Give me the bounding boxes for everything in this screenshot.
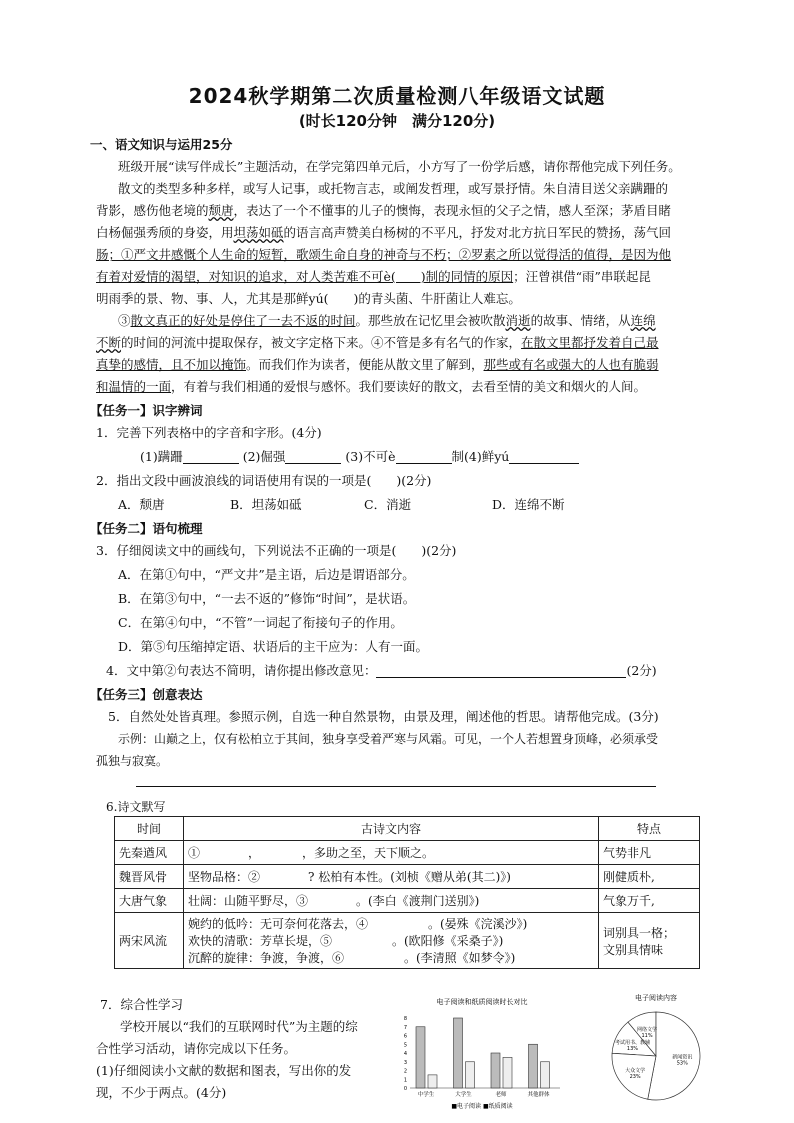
passage-text: 的时间的河流中提取保存，被文字定格下来。④不管是多有名气的作家， [121,335,522,350]
passage-line [96,266,716,288]
category-label: 大学生 [455,1092,472,1098]
feature-line: 文别具情味 [603,942,664,957]
bar [416,1027,425,1088]
table-row [115,841,700,865]
slice-value: 13% [626,1046,639,1053]
bar [428,1075,437,1088]
task-heading: 【任务一】识字辨词 [90,403,203,418]
bar [503,1057,512,1088]
y-tick-label: 1 [403,1077,407,1084]
passage-text: ，表达了一个不懂事的儿子的懊悔，表现永恒的父子之情，感人至深；茅盾目睹 [233,203,672,218]
option-d[interactable]: D．连绵不断 [492,497,565,512]
content-line: 沉醉的旋律：争渡，争渡，⑥ 。(李清照《如梦令》) [188,951,516,965]
category-label: 中学生 [417,1092,435,1098]
answer-blank[interactable] [285,449,341,464]
score-text: (2分) [626,663,657,678]
page-subtitle: (时长120分钟 满分120分) [298,112,496,130]
underlined-sentence: 肠；①严文井感慨个人生命的短暂，歌颂生命自身的神奇与不朽； [96,247,459,262]
underlined-sentence: ②罗素之所以觉得活的值得，是因为他 [458,247,672,262]
table-row [115,865,700,889]
passage-line: 明雨季的景、物、事、人，尤其是那鲜yú( )的青头菌、牛肝菌让人难忘。 [96,291,521,306]
passage-text: 。那些放在记忆里会被吹散 [355,313,506,328]
passage-text: ，有着与我们相通的爱恨与感怀。我们要读好的散文，去看至情的美文和烟火的人间。 [171,379,647,394]
content-cell[interactable]: 坚物品格：② ? 松柏有本性。(刘桢《赠从弟(其二)》) [184,865,599,889]
option-c[interactable]: C．在第④句中，“不管”一词起了衔接句子的作用。 [118,615,403,630]
y-tick-label: 8 [403,1016,407,1022]
option-c[interactable]: C．消逝 [364,497,412,512]
page-title: 2024秋学期第二次质量检测八年级语文试题 [188,84,606,108]
passage-line [96,200,716,222]
column-header: 特点 [599,817,700,841]
slice-value: 53% [676,1060,688,1067]
question-6-heading: 6.诗文默写 [106,800,166,814]
content-cell[interactable] [184,913,599,969]
passage-text: ③ [118,313,131,328]
feature-cell: 气势非凡 [599,841,700,865]
y-tick-label: 3 [403,1059,407,1066]
item-text: (1)蹒跚 [140,449,183,464]
y-tick-label: 2 [403,1068,407,1075]
passage-line [96,244,716,266]
passage-line: 散文的类型多种多样，或写人记事，或托物言志，或阐发哲理，或写景抒情。朱自清目送父亲蹒跚的 [118,181,669,196]
slice-value: 23% [629,1074,641,1081]
question-7-intro: 合性学习活动，请你完成以下任务。 [96,1041,297,1056]
passage-line [96,332,716,354]
question-text: 4．文中第②句表达不简明，请你提出修改意见： [106,663,377,678]
underlined-sentence: 有着对爱情的渴望，对知识的追求，对人类苦难不可è( )制的同情的原因 [96,269,514,284]
y-tick-label: 0 [403,1086,407,1092]
item-text: (3)不可è [345,449,396,464]
feature-cell: 气象万千, [599,889,700,913]
wavy-word: 消逝 [505,313,531,328]
question-7-sub1: 现，不少于两点。(4分) [96,1085,227,1100]
answer-blank[interactable] [183,449,239,464]
answer-line[interactable] [136,786,656,787]
wavy-word: 坦荡如砥 [233,225,284,240]
era-cell: 大唐气象 [115,889,184,913]
y-tick-label: 7 [403,1024,407,1031]
y-tick-label: 4 [403,1051,407,1057]
y-tick-label: 5 [403,1042,407,1049]
intro-text: 班级开展“读写伴成长”主题活动，在学完第四单元后，小方写了一份学后感，请你帮他完成下列任务。 [118,159,681,174]
bar [541,1062,550,1088]
question-1-items [140,446,760,468]
underlined-sentence: 和温情的一面 [96,379,172,394]
era-cell: 先秦遒风 [115,841,184,865]
pie-chart [574,990,714,1110]
chart-title: 电子阅读和纸质阅读时长对比 [436,998,528,1006]
wavy-word: 颓唐 [208,203,234,218]
question-3: 3．仔细阅读文中的画线句，下列说法不正确的一项是( )(2分) [96,543,457,558]
feature-line: 词别具一格； [603,925,676,940]
content-cell[interactable]: ① ， ，多助之至，天下顺之。 [184,841,599,865]
item-text: (2)倔强 [242,449,286,464]
slice-label: 新闻资讯 [672,1054,693,1061]
task-heading: 【任务二】语句梳理 [90,521,203,536]
passage-text: 背影，感伤他老境的 [96,203,209,218]
table-row [115,889,700,913]
question-7-intro: 学校开展以“我们的互联网时代”为主题的综 [120,1019,358,1034]
feature-cell: 刚健质朴, [599,865,700,889]
underlined-sentence: 散文真正的好处是停住了一去不返的时间 [130,313,356,328]
answer-blank[interactable] [396,449,452,464]
table-row [115,913,700,969]
question-1: 1．完善下列表格中的字音和字形。(4分) [96,425,322,440]
content-cell[interactable]: 壮阔：山随平野尽，③ 。(李白《渡荆门送别》) [184,889,599,913]
option-d[interactable]: D．第⑤句压缩掉定语、状语后的主干应为：人有一面。 [118,639,429,654]
wavy-word: 不断 [96,335,122,350]
slice-label: 大众文学 [625,1068,646,1075]
chart-title: 电子阅读内容 [635,994,677,1002]
question-4 [106,660,726,682]
chart-caption: ■电子阅读 ■纸质阅读 [451,1103,513,1110]
content-line: 欢快的清歌：芳草长堤，⑤ 。(欧阳修《采桑子》) [188,934,504,948]
question-7-sub1: (1)仔细阅读小文献的数据和图表，写出你的发 [96,1063,352,1078]
task-heading: 【任务三】创意表达 [90,687,203,702]
slice-label: 网络文学 [637,1027,658,1034]
option-a[interactable]: A．颓唐 [118,497,165,512]
passage-line [96,354,716,376]
question-7-heading: 7．综合性学习 [100,997,183,1012]
column-header: 古诗文内容 [184,817,599,841]
wavy-word: 连绵 [630,313,656,328]
example-text: 孤独与寂寞。 [96,754,169,768]
slice-value: 11% [641,1033,653,1040]
slice-label: 考试用书、教辅 [614,1040,650,1047]
bar [529,1044,538,1088]
example-text: 示例：山巅之上，仅有松柏立于其间，独身享受着严寒与风霜。可见，一个人若想置身顶峰，必须承受 [118,732,659,746]
option-b[interactable]: B．在第③句中，“一去不返的”修饰“时间”，是状语。 [118,591,416,606]
underlined-sentence: 那些或有名或强大的人也有脆弱 [483,357,659,372]
era-cell: 两宋风流 [115,913,184,969]
feature-cell [599,913,700,969]
passage-text: 的语言高声赞美白杨树的不平凡，抒发对北方抗日军民的赞扬，荡气回 [283,225,672,240]
passage-text: ；汪曾祺借“雨”串联起昆 [513,269,651,284]
passage-line [118,310,714,332]
underlined-sentence: 真挚的感情，且不加以掩饰 [96,357,247,372]
category-label: 其他群体 [527,1092,550,1098]
column-header: 时间 [115,817,184,841]
underlined-sentence: 在散文里都抒发着自己最 [521,335,659,350]
y-tick-label: 6 [403,1033,407,1040]
content-line: 婉约的低吟：无可奈何花落去，④ 。(晏殊《浣溪沙》) [188,917,528,931]
option-a[interactable]: A．在第①句中，“严文井”是主语，后边是谓语部分。 [118,567,415,582]
category-label: 老师 [495,1092,507,1098]
question-2: 2．指出文段中画波浪线的词语使用有误的一项是( )(2分) [96,473,432,488]
passage-text: 的故事、情绪，从 [530,313,631,328]
answer-blank[interactable] [509,449,579,464]
bar [454,1018,463,1088]
bar [466,1062,475,1088]
item-text: 制(4)鲜yú [451,449,510,464]
passage-text: 。而我们作为读者，便能从散文里了解到， [246,357,484,372]
passage-line [96,376,716,398]
passage-text: 白杨倔强秀颀的身姿，用 [96,225,234,240]
bar-chart [392,996,572,1112]
section-heading: 一、语文知识与运用25分 [90,137,233,152]
question-5: 5．自然处处皆真理。参照示例，自选一种自然景物，由景及理，阐述他的哲思。请帮他完成。(3分) [108,709,659,724]
bar [491,1053,500,1088]
option-b[interactable]: B．坦荡如砥 [230,497,302,512]
question-2-options [118,494,738,516]
era-cell: 魏晋风骨 [115,865,184,889]
table-header-row [115,817,700,841]
passage-line [96,222,716,244]
answer-blank[interactable] [376,663,626,678]
poem-table [114,816,700,969]
